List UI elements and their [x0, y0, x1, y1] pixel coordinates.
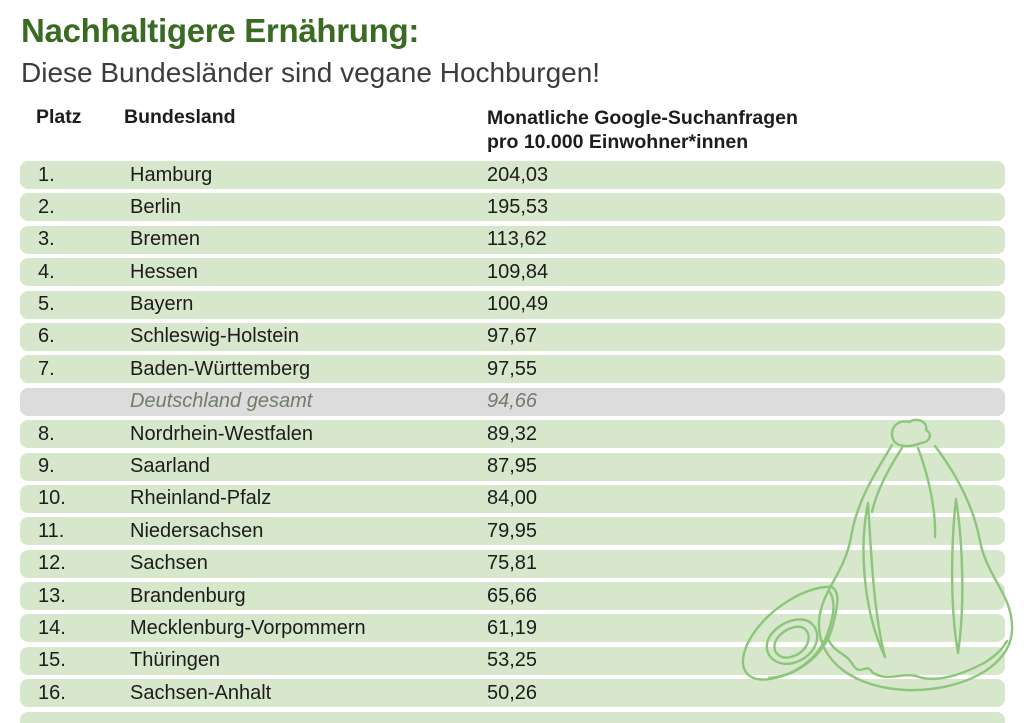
- row-bundesland: Hessen: [130, 260, 198, 283]
- column-header-platz: Platz: [36, 106, 82, 128]
- row-bundesland: Saarland: [130, 455, 211, 478]
- row-rank: 13.: [38, 584, 66, 607]
- table-row: [20, 647, 1005, 675]
- row-value: 53,25: [487, 649, 538, 672]
- table-row: [20, 161, 1005, 189]
- table-row: [20, 323, 1005, 351]
- row-value: 109,84: [487, 260, 549, 283]
- table-row: [20, 485, 1005, 513]
- column-header-value: [487, 106, 798, 154]
- row-value: 195,53: [487, 195, 549, 218]
- row-bundesland: Niedersachsen: [130, 519, 264, 542]
- row-value: 100,49: [487, 293, 549, 316]
- row-rank: 8.: [38, 422, 55, 445]
- table-row: [20, 388, 1005, 416]
- column-header-bundesland: Bundesland: [124, 106, 236, 128]
- row-rank: 7.: [38, 357, 55, 380]
- table-row: [20, 258, 1005, 286]
- row-value: 94,66: [487, 390, 538, 413]
- row-rank: 16.: [38, 681, 66, 704]
- row-value: 61,19: [487, 616, 538, 639]
- table-row: [20, 193, 1005, 221]
- row-rank: 4.: [38, 260, 55, 283]
- row-bundesland: Deutschland gesamt: [130, 390, 313, 413]
- table-row: [20, 453, 1005, 481]
- row-bundesland: Brandenburg: [130, 584, 246, 607]
- table-row: [20, 582, 1005, 610]
- table-row: [20, 712, 1005, 723]
- row-value: 87,95: [487, 455, 538, 478]
- table-row: [20, 226, 1005, 254]
- row-rank: 14.: [38, 616, 66, 639]
- table-row: [20, 614, 1005, 642]
- row-bundesland: Baden-Württemberg: [130, 357, 311, 380]
- row-rank: 11.: [38, 519, 65, 542]
- row-bundesland: Sachsen: [130, 552, 208, 575]
- row-bundesland: Thüringen: [130, 649, 221, 672]
- row-value: 79,95: [487, 519, 538, 542]
- row-bundesland: Nordrhein-Westfalen: [130, 422, 314, 445]
- column-header-value-line2: pro 10.000 Einwohner*innen: [487, 131, 749, 153]
- table-row: [20, 355, 1005, 383]
- row-value: 84,00: [487, 487, 538, 510]
- row-value: 97,55: [487, 357, 538, 380]
- row-rank: 1.: [38, 163, 55, 186]
- row-bundesland: Rheinland-Pfalz: [130, 487, 272, 510]
- table-body: [20, 161, 1005, 723]
- row-bundesland: Bremen: [130, 228, 201, 251]
- table-row: [20, 550, 1005, 578]
- row-value: 204,03: [487, 163, 549, 186]
- row-rank: 9.: [38, 455, 55, 478]
- row-bundesland: Berlin: [130, 195, 182, 218]
- row-rank: 15.: [38, 649, 66, 672]
- row-value: 50,26: [487, 681, 538, 704]
- row-value: 89,32: [487, 422, 538, 445]
- row-bundesland: Sachsen-Anhalt: [130, 681, 272, 704]
- row-rank: 2.: [38, 195, 55, 218]
- row-rank: 6.: [38, 325, 55, 348]
- row-rank: 12.: [38, 552, 66, 575]
- row-bundesland: Mecklenburg-Vorpommern: [130, 616, 366, 639]
- table-row: [20, 420, 1005, 448]
- table-row: [20, 679, 1005, 707]
- table-row: [20, 517, 1005, 545]
- row-rank: 10.: [38, 487, 66, 510]
- row-bundesland: Schleswig-Holstein: [130, 325, 299, 348]
- row-value: 75,81: [487, 552, 538, 575]
- row-value: 97,67: [487, 325, 538, 348]
- page-title: Nachhaltigere Ernährung:: [21, 12, 420, 49]
- row-bundesland: Bayern: [130, 293, 194, 316]
- row-value: 65,66: [487, 584, 538, 607]
- column-header-value-line1: Monatliche Google-Suchanfragen: [487, 107, 798, 129]
- row-bundesland: Hamburg: [130, 163, 213, 186]
- page-subtitle: Diese Bundesländer sind vegane Hochburgen!: [21, 57, 601, 88]
- row-rank: 5.: [38, 293, 55, 316]
- row-rank: 3.: [38, 228, 55, 251]
- row-value: 113,62: [487, 228, 547, 251]
- table-row: [20, 291, 1005, 319]
